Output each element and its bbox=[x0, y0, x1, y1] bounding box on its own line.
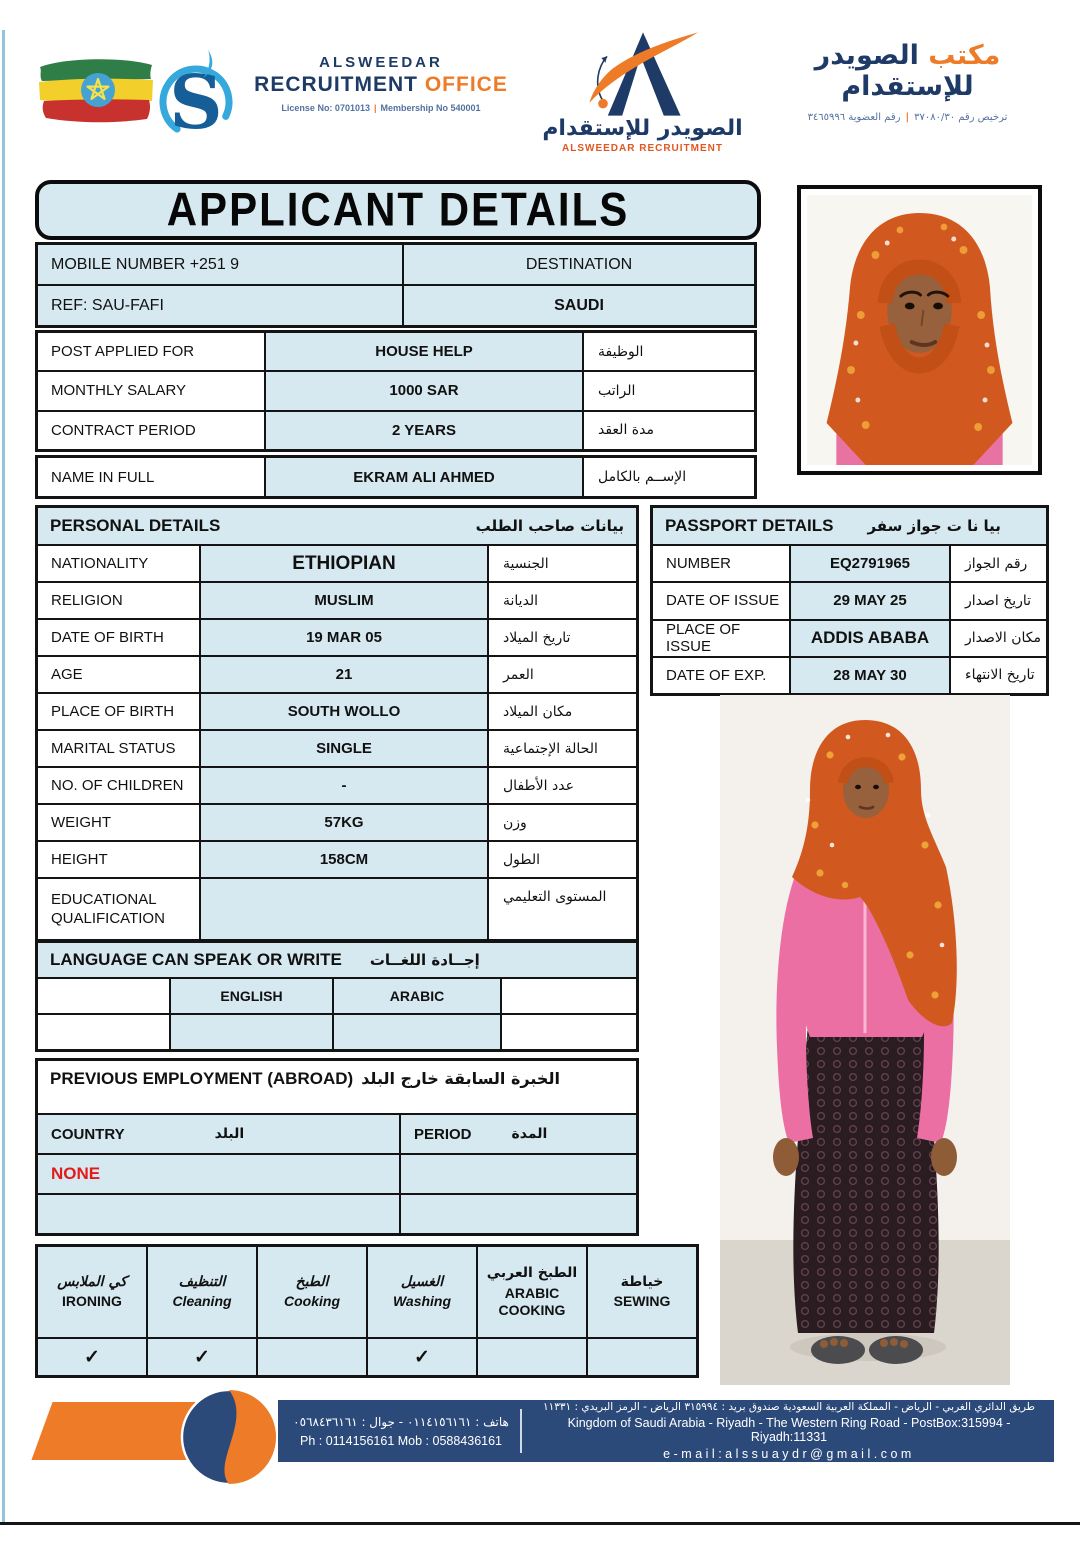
height-label: HEIGHT bbox=[37, 841, 200, 878]
skill-cleaning: التنظيف Cleaning bbox=[147, 1246, 257, 1338]
language-table bbox=[35, 940, 639, 1052]
religion-label: RELIGION bbox=[37, 582, 200, 619]
pob-value: SOUTH WOLLO bbox=[200, 693, 488, 730]
name-value: EKRAM ALI AHMED bbox=[265, 457, 583, 497]
issue-date-arabic: تاريخ اصدار bbox=[950, 582, 1047, 619]
arabic-column-header: ARABIC bbox=[333, 978, 501, 1014]
period-header-cell: PERIOD المدة bbox=[400, 1114, 637, 1154]
expiry-date-label: DATE OF EXP. bbox=[652, 657, 790, 694]
footer-separator bbox=[520, 1409, 522, 1453]
post-applied-label: POST APPLIED FOR bbox=[37, 332, 265, 371]
footer-phone-block bbox=[278, 1415, 510, 1448]
education-label: EDUCATIONAL QUALIFICATION bbox=[37, 878, 200, 940]
cooking-checkmark bbox=[257, 1338, 367, 1376]
alsweedar-monogram-icon bbox=[156, 46, 236, 150]
ironing-checkmark: ✓ bbox=[37, 1338, 147, 1376]
header-arabic-block bbox=[750, 40, 1065, 123]
marital-label: MARITAL STATUS bbox=[37, 730, 200, 767]
footer-circle-logo-icon bbox=[180, 1388, 278, 1486]
post-applied-arabic: الوظيفة bbox=[583, 332, 755, 371]
footer-email: e-mail:alssuaydr@gmail.com bbox=[663, 1447, 915, 1461]
name-arabic: الإســم بالكامل bbox=[583, 457, 755, 497]
language-empty-cell bbox=[37, 1014, 170, 1050]
license-line: License No: 0701013 | Membership No 540001 bbox=[281, 103, 481, 113]
weight-value: 57KG bbox=[200, 804, 488, 841]
company-name-english: ALSWEEDAR RECRUITMENT bbox=[562, 143, 723, 154]
english-column-header: ENGLISH bbox=[170, 978, 333, 1014]
language-header: LANGUAGE CAN SPEAK OR WRITE إجــادة اللغــات bbox=[37, 942, 637, 978]
marital-value: SINGLE bbox=[200, 730, 488, 767]
height-arabic: الطول bbox=[488, 841, 637, 878]
post-applied-value: HOUSE HELP bbox=[265, 332, 583, 371]
nationality-label: NATIONALITY bbox=[37, 545, 200, 582]
age-value: 21 bbox=[200, 656, 488, 693]
applicant-headshot-photo bbox=[797, 185, 1042, 475]
marital-arabic: الحالة الإجتماعية bbox=[488, 730, 637, 767]
personal-details-header: PERSONAL DETAILS بيانات صاحب الطلب bbox=[37, 507, 637, 545]
expiry-date-arabic: تاريخ الانتهاء bbox=[950, 657, 1047, 694]
personal-details-table bbox=[35, 505, 639, 942]
cleaning-checkmark: ✓ bbox=[147, 1338, 257, 1376]
skill-washing: الغسيل Washing bbox=[367, 1246, 477, 1338]
salary-label: MONTHLY SALARY bbox=[37, 371, 265, 410]
document-title-box bbox=[35, 180, 761, 240]
skill-sewing: خياطة SEWING bbox=[587, 1246, 697, 1338]
alsweedar-a-logo-icon bbox=[583, 26, 703, 118]
svg-text:S: S bbox=[169, 60, 223, 146]
period-value-cell bbox=[400, 1154, 637, 1194]
english-level-cell bbox=[170, 1014, 333, 1050]
children-arabic: عدد الأطفال bbox=[488, 767, 637, 804]
children-label: NO. OF CHILDREN bbox=[37, 767, 200, 804]
language-row-label-cell bbox=[37, 978, 170, 1014]
education-arabic: المستوى التعليمي bbox=[488, 878, 637, 940]
weight-arabic: وزن bbox=[488, 804, 637, 841]
skill-ironing: كي الملابس IRONING bbox=[37, 1246, 147, 1338]
passport-details-table bbox=[650, 505, 1049, 696]
org-name-line2: RECRUITMENT OFFICE bbox=[254, 73, 508, 96]
issue-place-arabic: مكان الاصدار bbox=[950, 620, 1047, 657]
pob-arabic: مكان الميلاد bbox=[488, 693, 637, 730]
previous-employment-table bbox=[35, 1058, 639, 1236]
passport-number-value: EQ2791965 bbox=[790, 545, 950, 582]
contract-value: 2 YEARS bbox=[265, 411, 583, 450]
age-label: AGE bbox=[37, 656, 200, 693]
weight-label: WEIGHT bbox=[37, 804, 200, 841]
children-value: - bbox=[200, 767, 488, 804]
pob-label: PLACE OF BIRTH bbox=[37, 693, 200, 730]
sewing-checkmark bbox=[587, 1338, 697, 1376]
company-name-arabic: الصويدر للإستقدام bbox=[542, 116, 743, 141]
passport-number-label: NUMBER bbox=[652, 545, 790, 582]
issue-date-label: DATE OF ISSUE bbox=[652, 582, 790, 619]
issue-date-value: 29 MAY 25 bbox=[790, 582, 950, 619]
destination-label: DESTINATION bbox=[403, 244, 755, 285]
page-title: APPLICANT DETAILS bbox=[166, 183, 630, 236]
footer-phone-english: Ph : 0114156161 Mob : 0588436161 bbox=[299, 1433, 503, 1448]
passport-number-arabic: رقم الجواز bbox=[950, 545, 1047, 582]
period-empty-cell bbox=[400, 1194, 637, 1234]
contact-table bbox=[35, 242, 757, 328]
skill-cooking: الطبخ Cooking bbox=[257, 1246, 367, 1338]
arabic-level-cell bbox=[333, 1014, 501, 1050]
mobile-number-label: MOBILE NUMBER +251 9 bbox=[37, 244, 403, 285]
job-table bbox=[35, 330, 757, 452]
fullbody-illustration bbox=[720, 695, 1010, 1385]
bottom-rule-line bbox=[0, 1522, 1080, 1525]
skill-arabic-cooking: الطبخ العربي ARABIC COOKING bbox=[477, 1246, 587, 1338]
footer-address-block bbox=[532, 1401, 1054, 1461]
org-name-line1: ALSWEEDAR bbox=[319, 54, 443, 71]
name-table bbox=[35, 455, 757, 499]
ref-label: REF: SAU-FAFI bbox=[37, 285, 403, 326]
previous-employment-header: PREVIOUS EMPLOYMENT (ABROAD) الخبرة السابقة خارج البلد bbox=[37, 1060, 637, 1114]
washing-checkmark: ✓ bbox=[367, 1338, 477, 1376]
height-value: 158CM bbox=[200, 841, 488, 878]
headshot-illustration bbox=[807, 195, 1032, 465]
destination-value: SAUDI bbox=[403, 285, 755, 326]
license-line-arabic: ترخيص رقم ٣٧٠٨٠/٣٠|رقم العضوية ٣٤٦٥٩٩٦ bbox=[807, 112, 1008, 123]
nationality-arabic: الجنسية bbox=[488, 545, 637, 582]
religion-arabic: الديانة bbox=[488, 582, 637, 619]
education-value bbox=[200, 878, 488, 940]
expiry-date-value: 28 MAY 30 bbox=[790, 657, 950, 694]
applicant-fullbody-photo bbox=[720, 695, 1010, 1385]
office-name-block bbox=[236, 54, 526, 113]
nationality-value: ETHIOPIAN bbox=[200, 545, 488, 582]
language-empty-cell bbox=[501, 1014, 637, 1050]
footer-phone-arabic: هاتف : ٠١١٤١٥٦١٦١ - جوال : ٠٥٦٨٤٣٦١٦١ bbox=[293, 1414, 509, 1429]
religion-value: MUSLIM bbox=[200, 582, 488, 619]
dob-value: 19 MAR 05 bbox=[200, 619, 488, 656]
age-arabic: العمر bbox=[488, 656, 637, 693]
arabic-cooking-checkmark bbox=[477, 1338, 587, 1376]
country-header-cell: COUNTRY البلد bbox=[37, 1114, 400, 1154]
contract-label: CONTRACT PERIOD bbox=[37, 411, 265, 450]
footer-contact-bar bbox=[278, 1400, 1054, 1462]
footer-address-english: Kingdom of Saudi Arabia - Riyadh - The Western Ring Road - PostBox:315994 - Riyadh:11331 bbox=[567, 1416, 1011, 1444]
dob-label: DATE OF BIRTH bbox=[37, 619, 200, 656]
passport-details-header: PASSPORT DETAILS بيا نا ت جواز سفر bbox=[652, 507, 1047, 545]
issue-place-value: ADDIS ABABA bbox=[790, 620, 950, 657]
issue-place-label: PLACE OF ISSUE bbox=[652, 620, 790, 657]
page-left-border bbox=[2, 30, 5, 1522]
language-extra-cell bbox=[501, 978, 637, 1014]
salary-value: 1000 SAR bbox=[265, 371, 583, 410]
contract-arabic: مدة العقد bbox=[583, 411, 755, 450]
salary-arabic: الراتب bbox=[583, 371, 755, 410]
dob-arabic: تاريخ الميلاد bbox=[488, 619, 637, 656]
office-title-arabic: مكتب الصويدر للإستقدام bbox=[814, 40, 1001, 102]
footer-address-arabic: طريق الدائري الغربي - الرياض - المملكة العربية السعودية صندوق بريد : ٣١٥٩٩٤ الرياض - الرمز البريدي : ١١٣٣١ bbox=[542, 1401, 1036, 1413]
ethiopia-flag-icon bbox=[36, 52, 156, 130]
company-logo-block bbox=[540, 26, 745, 154]
country-empty-cell bbox=[37, 1194, 400, 1234]
country-value-none: NONE bbox=[37, 1154, 400, 1194]
skills-table bbox=[35, 1244, 699, 1378]
name-label: NAME IN FULL bbox=[37, 457, 265, 497]
